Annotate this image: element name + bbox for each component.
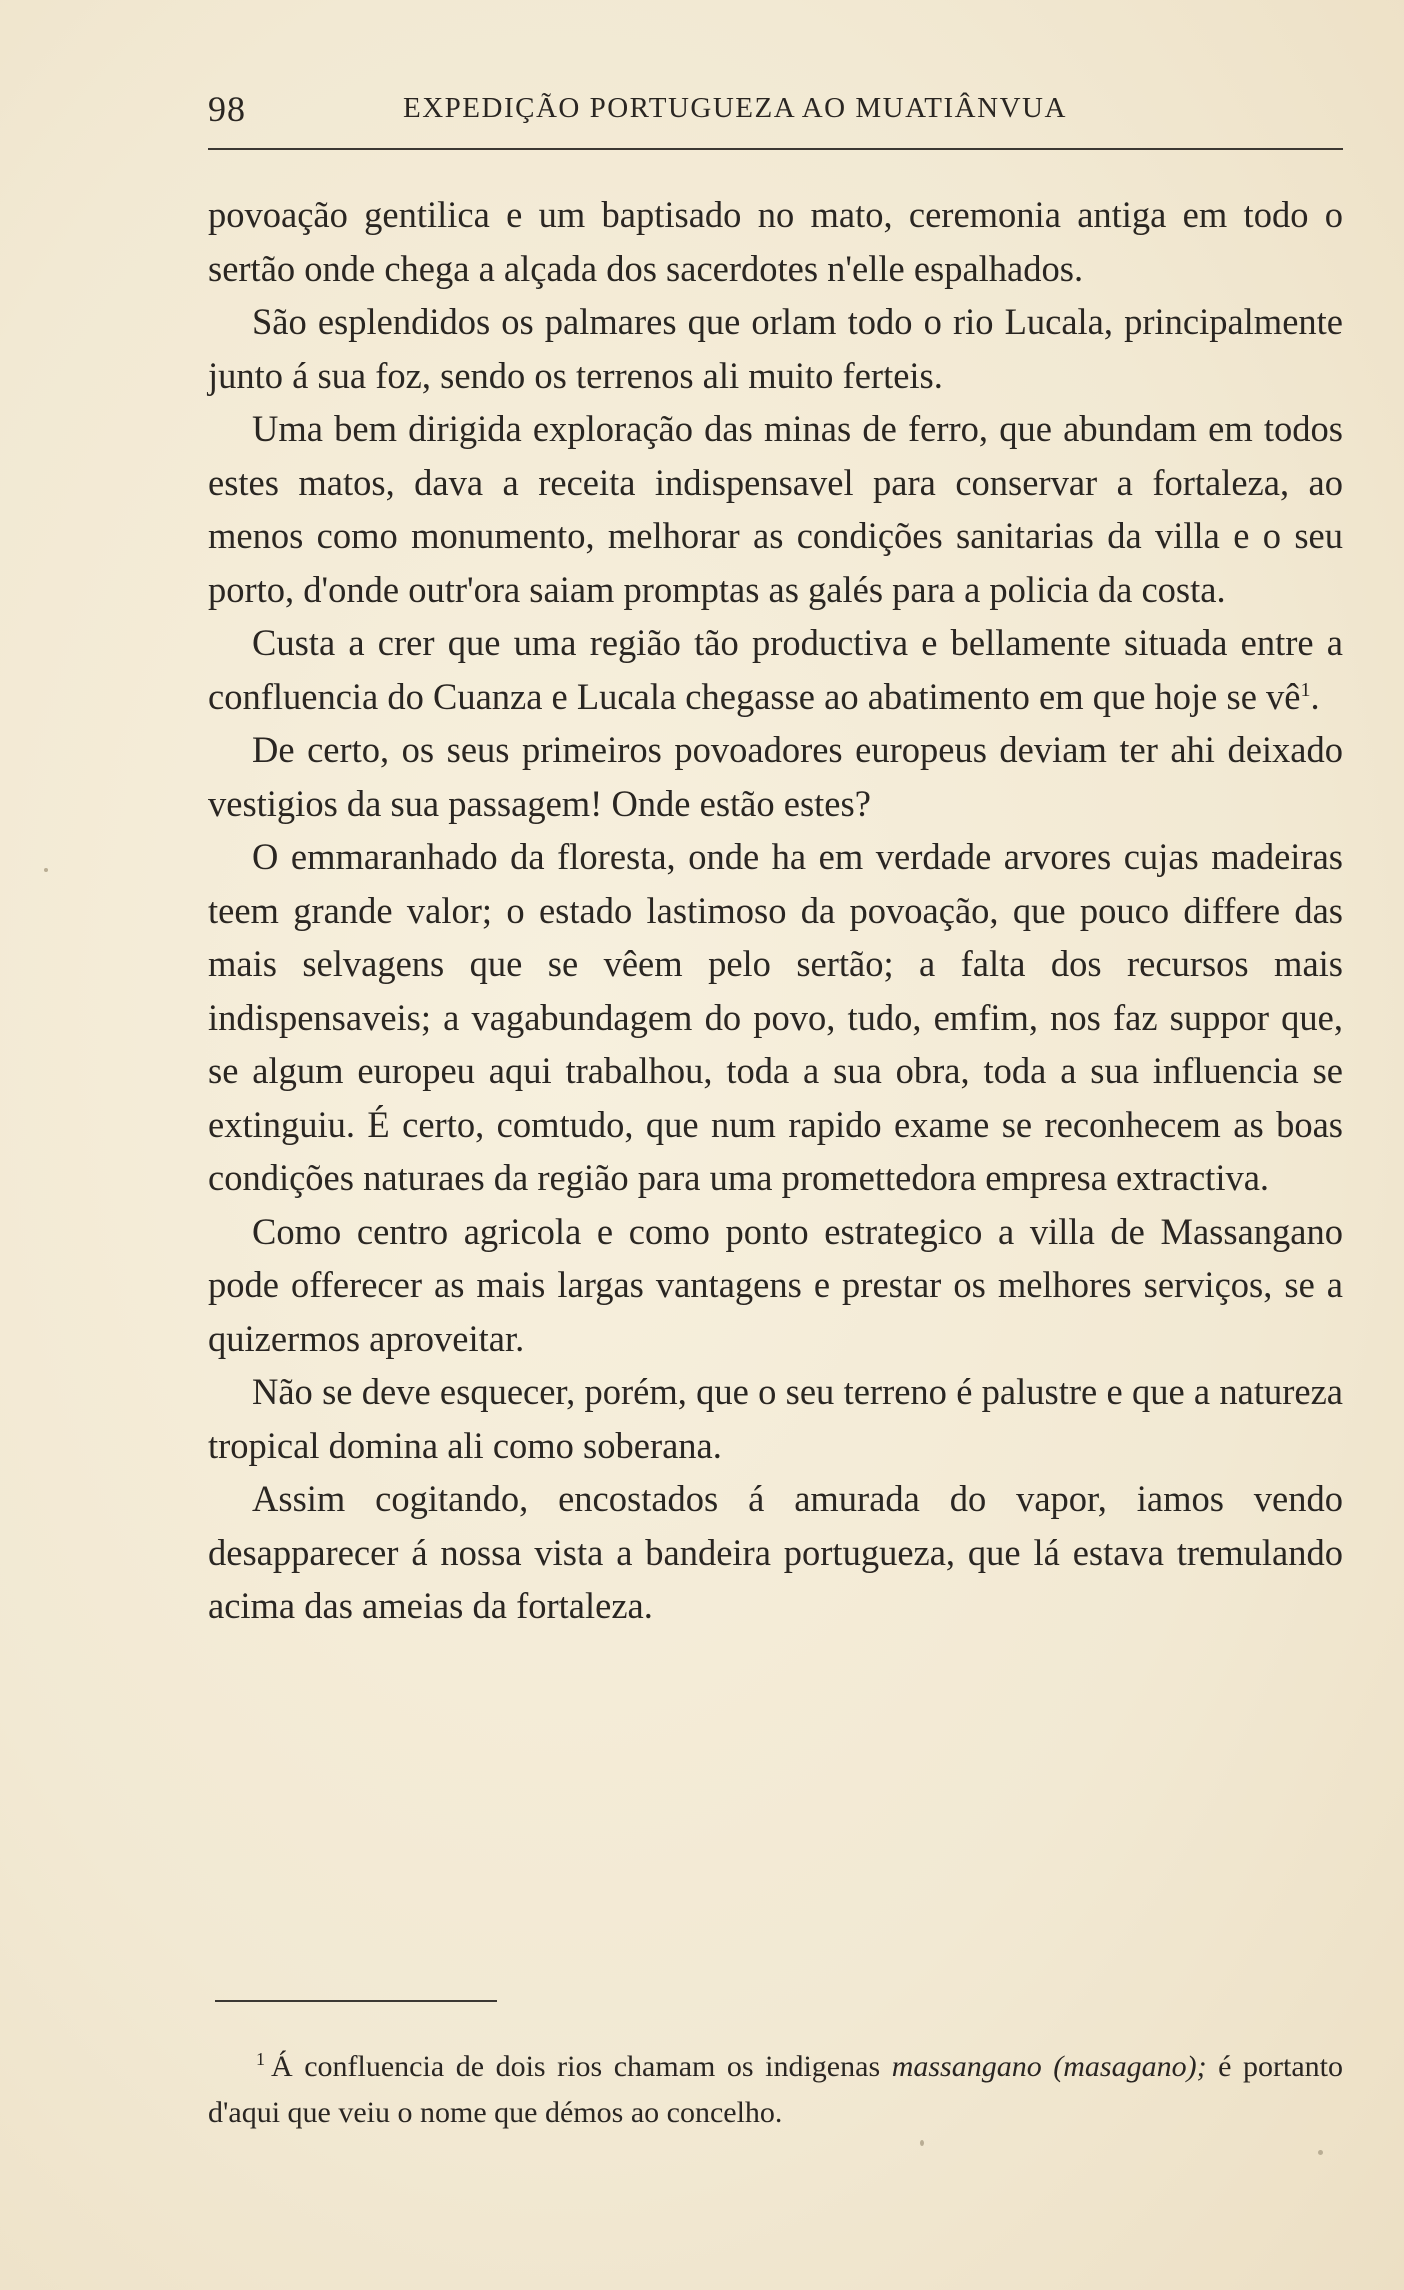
main-text	[208, 188, 1343, 1633]
footnote-text-after: é portanto d'aqui que veiu o nome que démos ao concelho.	[208, 2050, 1343, 2129]
paragraph-8: Não se deve esquecer, porém, que o seu terreno é palustre e que a natureza tropical domina ali como soberana.	[208, 1371, 1343, 1466]
paragraph-3: Uma bem dirigida exploração das minas de ferro, que abundam em todos estes matos, dava a receita indispensavel para conservar a fortaleza, ao menos como monumento, melhorar as condições sanitarias da villa e o seu porto, d'onde outr'ora saiam promptas as galés para a policia da costa.	[208, 408, 1343, 610]
paragraph-1: povoação gentilica e um baptisado no mato, ceremonia antiga em todo o sertão onde chega a alçada dos sacerdotes n'elle espalhados.	[208, 194, 1343, 289]
footnote-reference: 1	[1300, 678, 1311, 701]
paragraph-6: O emmaranhado da floresta, onde ha em verdade arvores cujas madeiras teem grande valor; o estado lastimoso da povoação, que pouco differe das mais selvagens que se vêem pelo sertão; a falta dos recursos mais indispensaveis; a vagabundagem do povo, tudo, emfim, nos faz suppor que, se algum europeu aqui trabalhou, toda a sua obra, toda a sua influencia se extinguiu. É certo, comtudo, que num rapido exame se reconhecem as boas condições naturaes da região para uma promettedora empresa extractiva.	[208, 836, 1343, 1198]
paragraph-7: Como centro agricola e como ponto estrategico a villa de Massangano pode offerecer as mais largas vantagens e prestar os melhores serviços, se a quizermos aproveitar.	[208, 1210, 1343, 1359]
footnote	[208, 2036, 1343, 2136]
paper-speck	[1318, 2150, 1323, 2155]
footnote-text-before: Á confluencia de dois rios chamam os indigenas	[271, 2050, 892, 2083]
page-number: 98	[208, 89, 246, 129]
paragraph-4-text: Custa a crer que uma região tão productiva e bellamente situada entre a confluencia do Cuanza e Lucala chegasse ao abatimento em que hoje se vê	[208, 622, 1343, 717]
footnote-rule	[215, 2000, 497, 2002]
paragraph-9: Assim cogitando, encostados á amurada do vapor, iamos vendo desapparecer á nossa vista a bandeira portugueza, que lá estava tremulando acima das ameias da fortaleza.	[208, 1478, 1343, 1626]
paragraph-2: São esplendidos os palmares que orlam todo o rio Lucala, principalmente junto á sua foz, sendo os terrenos ali muito ferteis.	[208, 301, 1343, 396]
header-rule	[208, 148, 1343, 150]
paper-speck	[920, 2140, 924, 2146]
paragraph-4-end: .	[1310, 675, 1320, 717]
footnote-italic-term: massangano (masagano);	[891, 2050, 1207, 2083]
running-title: EXPEDIÇÃO PORTUGUEZA AO MUATIÂNVUA	[403, 92, 1067, 124]
page-header	[208, 88, 1348, 132]
paragraph-5: De certo, os seus primeiros povoadores europeus deviam ter ahi deixado vestigios da sua passagem! Onde estão estes?	[208, 729, 1343, 824]
footnote-marker: 1	[256, 2049, 265, 2069]
paper-speck	[44, 868, 48, 872]
paragraph-4	[208, 616, 1343, 723]
